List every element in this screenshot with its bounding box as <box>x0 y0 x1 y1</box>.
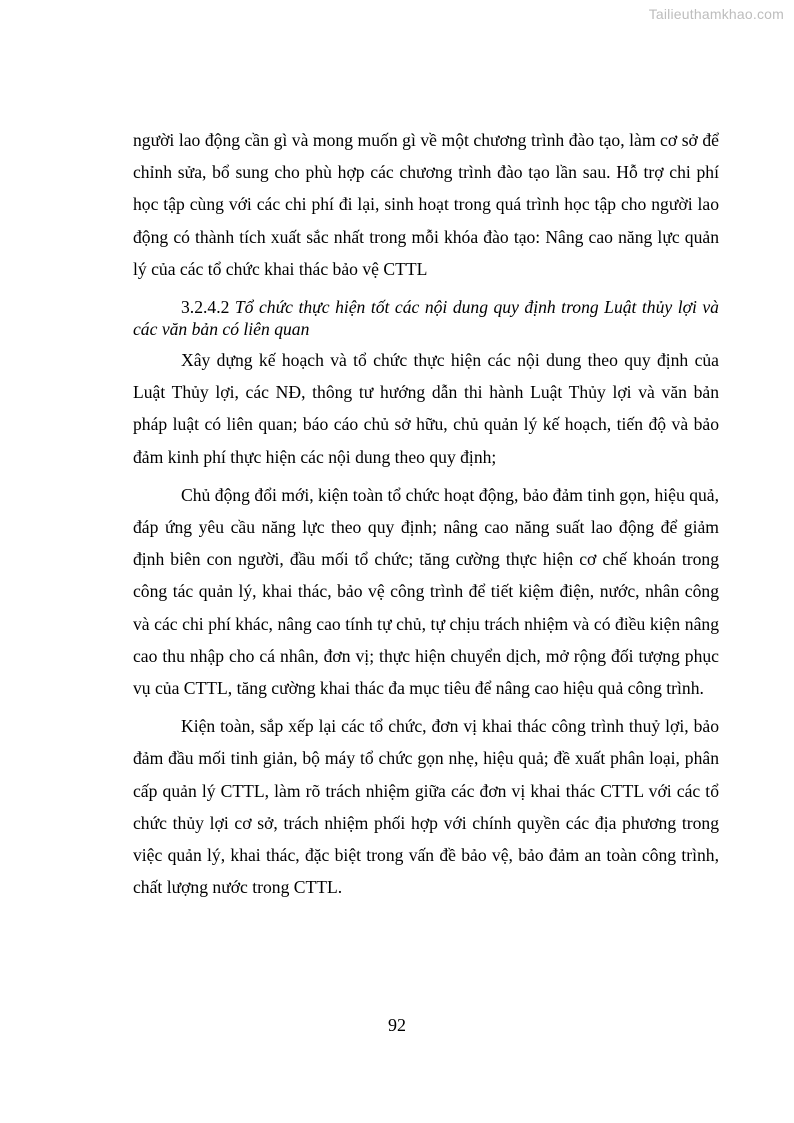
watermark: Tailieuthamkhao.com <box>648 6 784 22</box>
section-number: 3.2.4.2 <box>181 297 230 318</box>
body-paragraph: Kiện toàn, sắp xếp lại các tổ chức, đơn vị khai thác công trình thuỷ lợi, bảo đảm đầu mối tinh giản, bộ máy tổ chức gọn nhẹ, hiệu quả; đề xuất phân loại, phân cấp quản lý CTTL, làm rõ trách nhiệm giữa các đơn vị khai thác CTTL với các tổ chức thủy lợi cơ sở, trách nhiệm phối hợp với chính quyền các địa phương trong việc quản lý, khai thác, đặc biệt trong vấn đề bảo vệ, bảo đảm an toàn công trình, chất lượng nước trong CTTL. <box>133 716 719 898</box>
body-paragraph: Xây dựng kế hoạch và tổ chức thực hiện các nội dung theo quy định của Luật Thủy lợi, các NĐ, thông tư hướng dẫn thi hành Luật Thủy lợi và văn bản pháp luật có liên quan; báo cáo chủ sở hữu, chủ quản lý kế hoạch, tiến độ và bảo đảm kinh phí thực hiện các nội dung theo quy định; <box>133 350 719 467</box>
page-number: 92 <box>388 1015 406 1035</box>
body-paragraph: Chủ động đổi mới, kiện toàn tổ chức hoạt động, bảo đảm tinh gọn, hiệu quả, đáp ứng yêu cầu năng lực theo quy định; nâng cao năng suất lao động để giảm định biên con người, đầu mối tổ chức; tăng cường thực hiện cơ chế khoán trong công tác quản lý, khai thác, bảo vệ công trình để tiết kiệm điện, nước, nhân công và các chi phí khác, nâng cao tính tự chủ, tự chịu trách nhiệm và có điều kiện nâng cao thu nhập cho cá nhân, đơn vị; thực hiện chuyển dịch, mở rộng đối tượng phục vụ của CTTL, tăng cường khai thác đa mục tiêu để nâng cao hiệu quả công trình. <box>133 484 719 699</box>
section-heading <box>133 296 719 340</box>
page-body <box>133 124 719 903</box>
section-title: Tổ chức thực hiện tốt các nội dung quy định trong Luật thủy lợi và các văn bản có liên quan <box>133 297 719 340</box>
continuation-paragraph: người lao động cần gì và mong muốn gì về một chương trình đào tạo, làm cơ sở để chỉnh sửa, bổ sung cho phù hợp các chương trình đào tạo lần sau. Hỗ trợ chi phí học tập cùng với các chi phí đi lại, sinh hoạt trong quá trình học tập cho người lao động có thành tích xuất sắc nhất trong mỗi khóa đào tạo: Nâng cao năng lực quản lý của các tổ chức khai thác bảo vệ CTTL <box>133 130 719 279</box>
